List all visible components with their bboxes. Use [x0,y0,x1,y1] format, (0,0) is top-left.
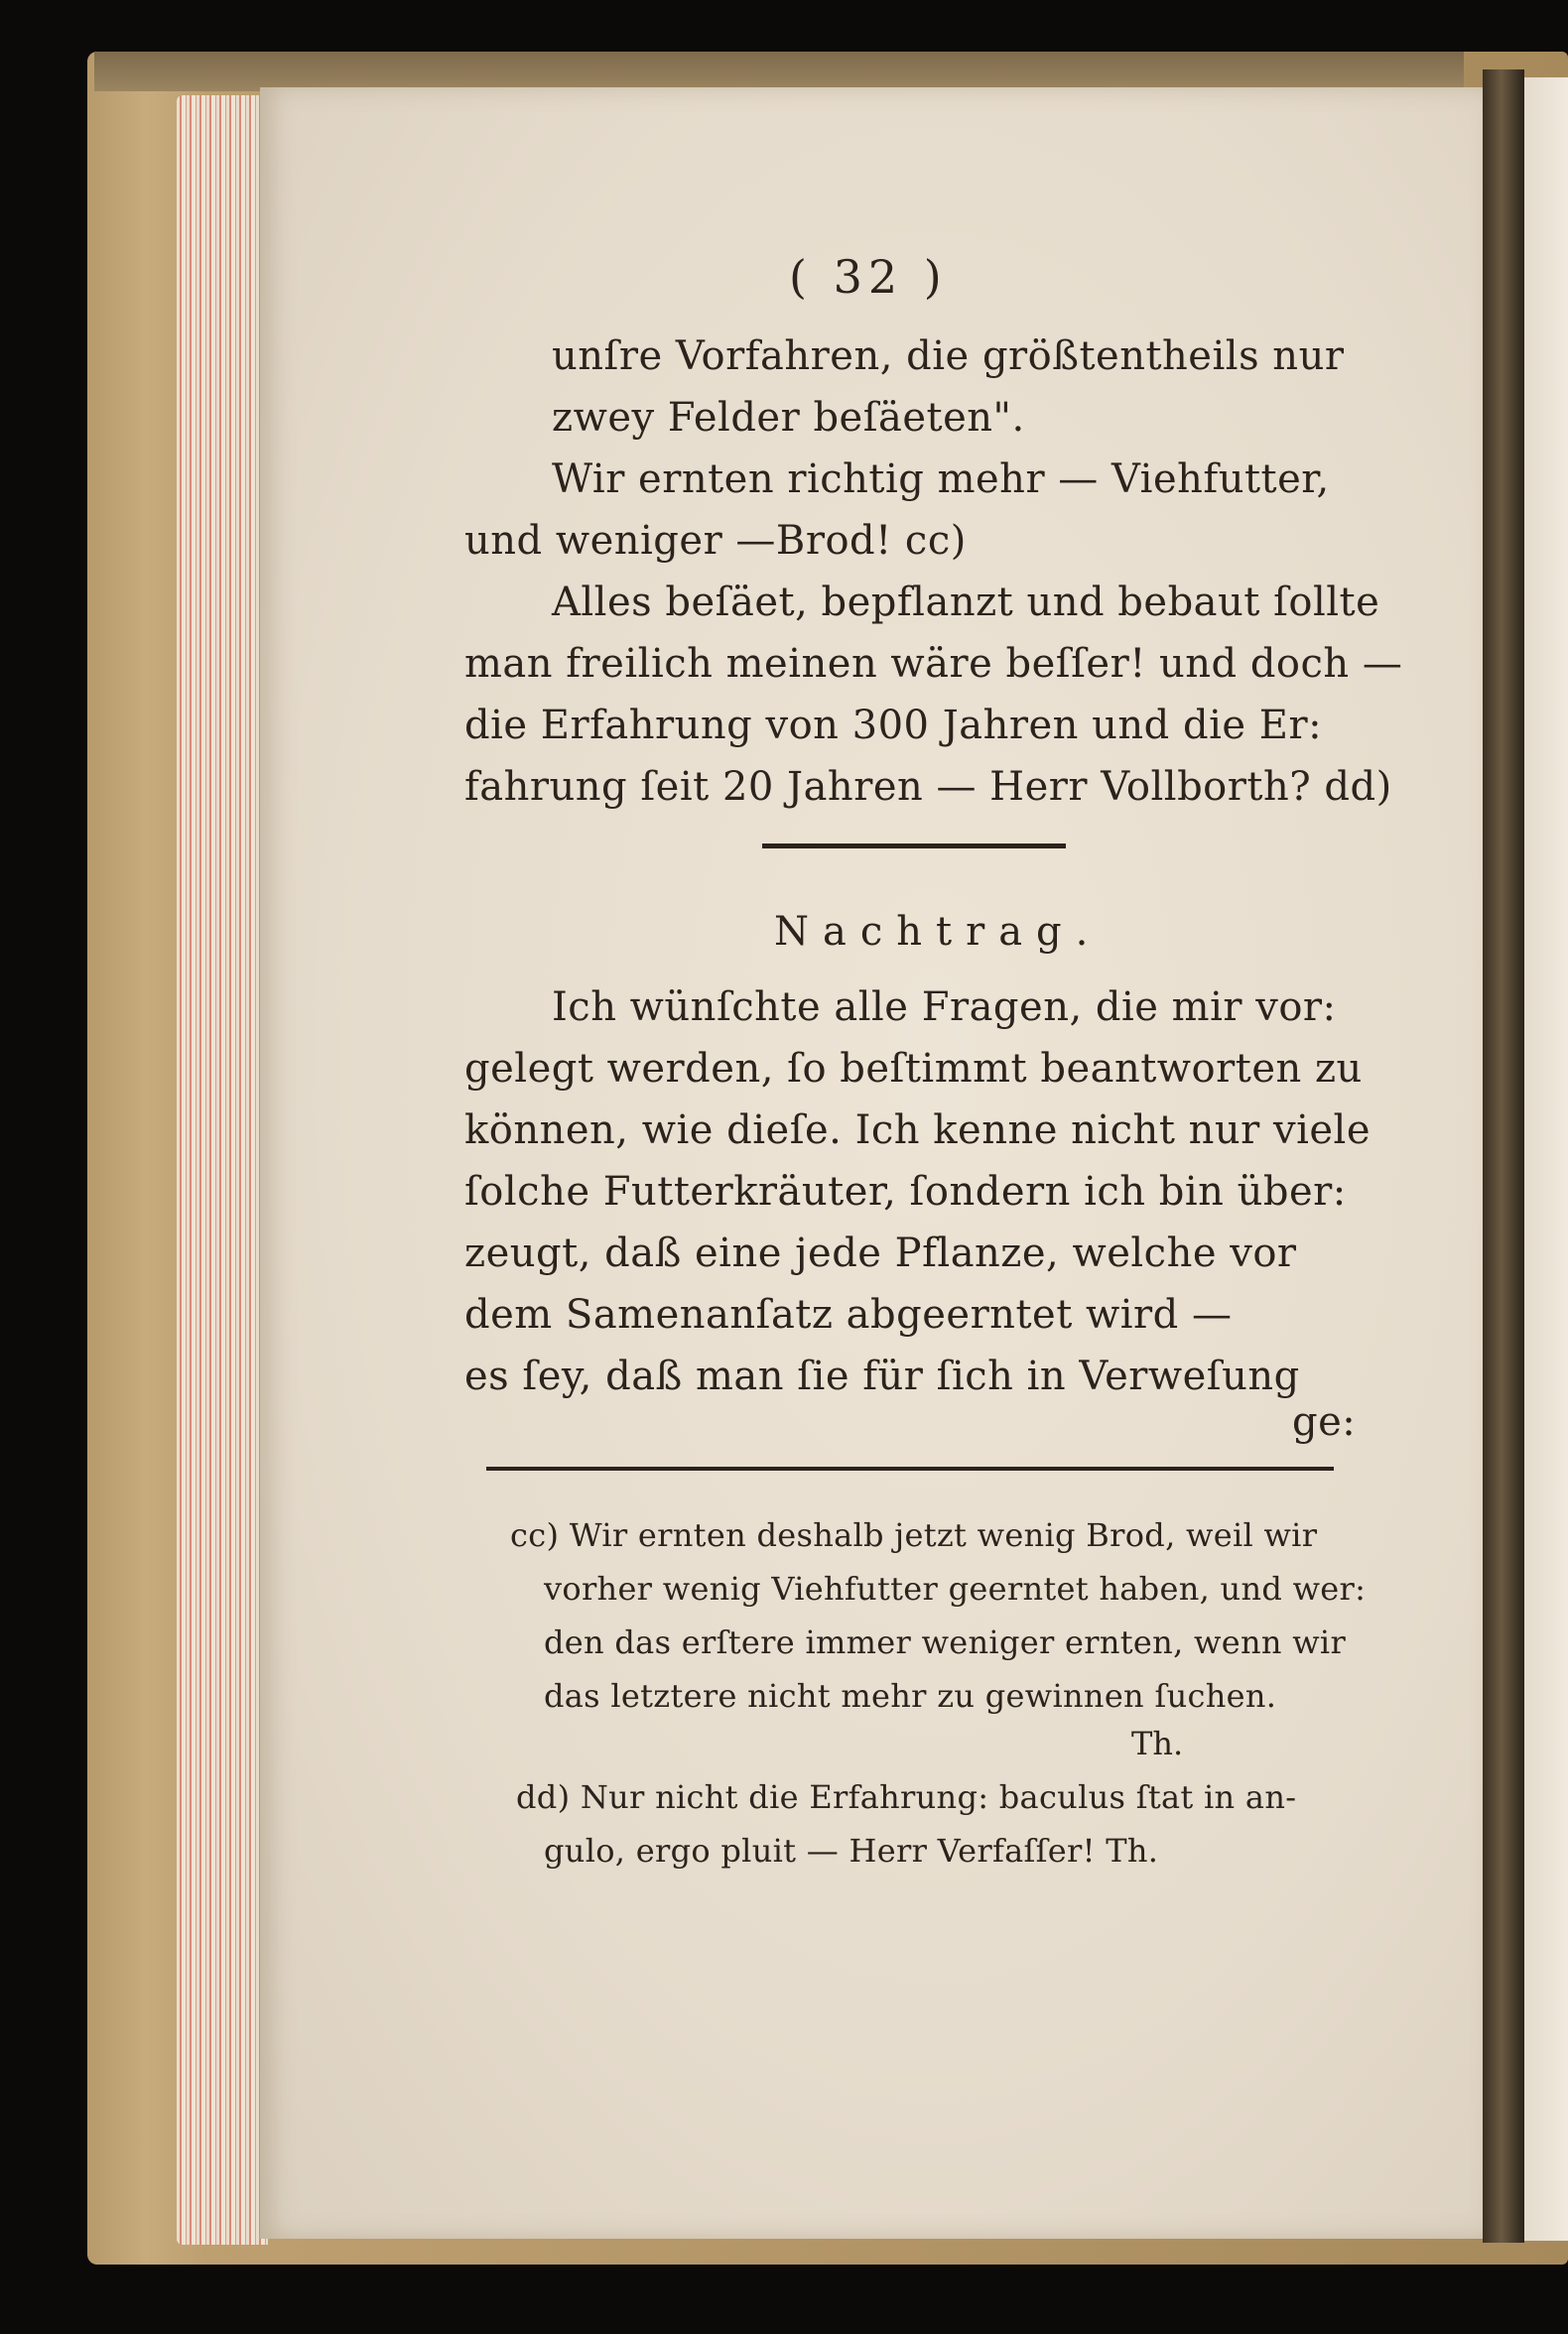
footnote-line: das letztere nicht mehr zu gewinnen ſuchen. [544,1677,1277,1715]
text-line: unſre Vorfahren, die größtentheils nur [552,333,1345,379]
text-line: Wir ernten richtig mehr — Viehfutter, [552,456,1330,502]
page-number: ( 32 ) [789,250,948,304]
book-cover-top [94,52,1464,91]
text-line: zwey Felder beſäeten". [552,395,1025,441]
text-line: Alles beſäet, bepflanzt und bebaut ſollte [552,580,1380,625]
text-line: gelegt werden, ſo beſtimmt beantworten zu [464,1046,1363,1092]
text-line: fahrung ſeit 20 Jahren — Herr Vollborth? dd) [464,764,1392,810]
text-line: zeugt, daß eine jede Pflanze, welche vor [464,1231,1297,1276]
footnote-signature: Th. [1131,1725,1184,1762]
text-line: Ich wünſchte alle Fragen, die mir vor: [552,984,1337,1030]
facing-page-edge [1524,77,1568,2241]
section-heading: Nachtrag. [774,909,1103,955]
text-line: ſolche Futterkräuter, ſondern ich bin über: [464,1169,1347,1215]
footnote-line: den das erſtere immer weniger ernten, wenn wir [544,1623,1347,1661]
section-divider [762,843,1066,848]
footnote-line: gulo, ergo pluit — Herr Verfaſſer! Th. [544,1832,1159,1870]
page-edges [177,95,268,2245]
book-gutter [1483,69,1524,2243]
text-line: und weniger —Brod! cc) [464,518,967,564]
text-line: die Erfahrung von 300 Jahren und die Er: [464,703,1323,748]
text-line: können, wie dieſe. Ich kenne nicht nur viele [464,1107,1371,1153]
footnote-line: dd) Nur nicht die Erfahrung: baculus ſtat in an- [516,1778,1297,1816]
text-line: man freilich meinen wäre beſſer! und doch — [464,641,1403,687]
text-line: ge: [1292,1399,1357,1445]
text-line: es ſey, daß man ſie für ſich in Verweſung [464,1354,1300,1399]
footnote-divider [486,1467,1334,1471]
footnote-line: cc) Wir ernten deshalb jetzt wenig Brod, weil wir [510,1516,1318,1554]
footnote-line: vorher wenig Viehfutter geerntet haben, und wer: [544,1570,1367,1608]
text-line: dem Samenanſatz abgeerntet wird — [464,1292,1233,1338]
